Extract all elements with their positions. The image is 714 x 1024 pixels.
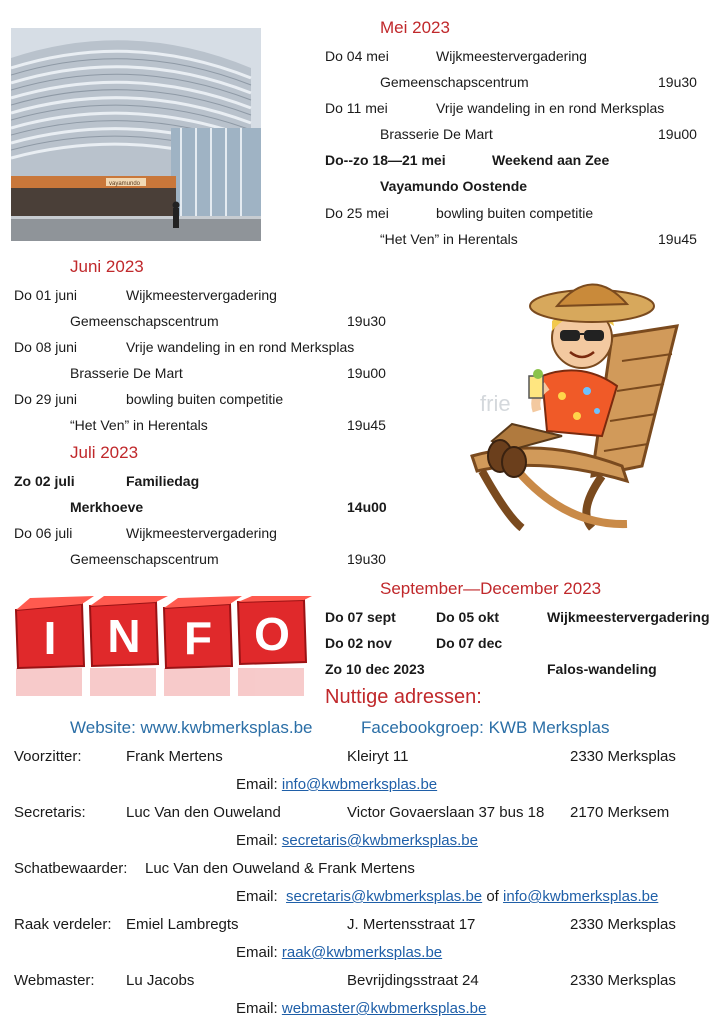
raak-street: J. Mertensstraat 17 <box>347 916 476 933</box>
july-row-2-time: 19u30 <box>347 551 386 567</box>
july-row-1-event: Familiedag <box>126 473 200 489</box>
webmaster-role: Webmaster: <box>14 972 95 989</box>
raak-city: 2330 Merksplas <box>570 916 676 933</box>
may-row-1-date: Do 04 mei <box>325 48 389 64</box>
webmaster-email-link[interactable]: webmaster@kwbmerksplas.be <box>281 1000 487 1017</box>
info-letter-f: F <box>183 612 213 664</box>
webmaster-street: Bevrijdingsstraat 24 <box>347 972 479 989</box>
may-row-1-event: Wijkmeestervergadering <box>436 48 587 64</box>
july-row-2-place: Gemeenschapscentrum <box>70 551 219 567</box>
june-row-2-date: Do 08 juni <box>14 339 78 355</box>
may-row-3-event: Weekend aan Zee <box>492 152 610 168</box>
july-row-1-time: 14u00 <box>347 499 387 515</box>
info-letter-o: O <box>254 608 290 660</box>
june-row-2-time: 19u00 <box>347 365 386 381</box>
may-row-1-place: Gemeenschapscentrum <box>380 74 529 90</box>
june-row-3-event: bowling buiten competitie <box>126 391 284 407</box>
autumn-title: September—December 2023 <box>380 579 602 598</box>
voorzitter-street: Kleiryt 11 <box>347 748 409 765</box>
autumn-row-1-event: Wijkmeestervergadering <box>547 609 710 625</box>
june-row-3-place: “Het Ven” in Herentals <box>70 417 208 433</box>
secretaris-city: 2170 Merksem <box>570 804 670 821</box>
may-title: Mei 2023 <box>380 18 450 37</box>
july-row-1-date: Zo 02 juli <box>14 473 75 489</box>
secretaris-role: Secretaris: <box>14 804 86 821</box>
building-photo <box>11 28 261 241</box>
june-title: Juni 2023 <box>70 257 144 276</box>
autumn-row-3-event: Falos-wandeling <box>547 661 657 677</box>
raak-name: Emiel Lambregts <box>126 916 239 933</box>
webmaster-name: Lu Jacobs <box>126 972 195 989</box>
raak-role: Raak verdeler: <box>14 916 112 933</box>
schatbewaarder-role: Schatbewaarder: <box>14 860 128 877</box>
raak-email-row <box>236 944 442 961</box>
secretaris-street: Victor Govaerslaan 37 bus 18 <box>347 804 545 821</box>
info-letter-i: I <box>43 612 57 664</box>
beach-chair-cartoon <box>452 266 692 536</box>
raak-email-link[interactable]: raak@kwbmerksplas.be <box>281 944 443 961</box>
voorzitter-name: Frank Mertens <box>126 748 223 765</box>
voorzitter-city: 2330 Merksplas <box>570 748 676 765</box>
may-row-2-event: Vrije wandeling in en rond Merksplas <box>436 100 665 116</box>
email-label: Email: <box>236 888 278 905</box>
secretaris-email-row <box>236 832 478 849</box>
autumn-row-1-date-a: Do 07 sept <box>325 609 396 625</box>
july-row-1-place: Merkhoeve <box>70 499 144 515</box>
july-row-2-event: Wijkmeestervergadering <box>126 525 277 541</box>
june-row-3-date: Do 29 juni <box>14 391 78 407</box>
voorzitter-role: Voorzitter: <box>14 748 82 765</box>
contacts-title: Nuttige adressen: <box>325 686 482 708</box>
may-row-2-time: 19u00 <box>658 126 697 142</box>
info-cubes <box>12 596 314 700</box>
may-row-1-time: 19u30 <box>658 74 697 90</box>
voorzitter-email-link[interactable]: info@kwbmerksplas.be <box>281 776 438 793</box>
may-row-4-event: bowling buiten competitie <box>436 205 594 221</box>
info-letter-n: N <box>107 610 141 662</box>
july-row-2-date: Do 06 juli <box>14 525 73 541</box>
may-row-2-place: Brasserie De Mart <box>380 126 493 142</box>
schatbewaarder-email-link-2[interactable]: info@kwbmerksplas.be <box>503 888 659 905</box>
autumn-row-3-date: Zo 10 dec 2023 <box>325 661 425 677</box>
june-row-1-event: Wijkmeestervergadering <box>126 287 277 303</box>
june-row-1-date: Do 01 juni <box>14 287 78 303</box>
may-row-3-place: Vayamundo Oostende <box>380 178 528 194</box>
email-label: Email: <box>236 832 278 849</box>
june-row-3-time: 19u45 <box>347 417 386 433</box>
or-label: of <box>486 888 499 905</box>
facebook-group-link[interactable]: Facebookgroep: KWB Merksplas <box>361 718 610 737</box>
schatbewaarder-email-row <box>236 888 658 905</box>
autumn-row-2-date-b: Do 07 dec <box>436 635 503 651</box>
email-label: Email: <box>236 776 278 793</box>
autumn-row-2-date-a: Do 02 nov <box>325 635 392 651</box>
secretaris-name: Luc Van den Ouweland <box>126 804 281 821</box>
may-row-4-place: “Het Ven” in Herentals <box>380 231 518 247</box>
secretaris-email-link[interactable]: secretaris@kwbmerksplas.be <box>281 832 478 849</box>
webmaster-city: 2330 Merksplas <box>570 972 676 989</box>
voorzitter-email-row <box>236 776 437 793</box>
cartoon-watermark: frie <box>480 391 511 416</box>
july-title: Juli 2023 <box>70 443 139 462</box>
may-row-2-date: Do 11 mei <box>325 100 388 116</box>
june-row-2-place: Brasserie De Mart <box>70 365 183 381</box>
may-row-3-date: Do--zo 18—21 mei <box>325 152 446 168</box>
webmaster-email-row <box>236 1000 486 1017</box>
email-label: Email: <box>236 944 278 961</box>
june-row-1-time: 19u30 <box>347 313 386 329</box>
june-row-2-event: Vrije wandeling in en rond Merksplas <box>126 339 355 355</box>
may-row-4-time: 19u45 <box>658 231 697 247</box>
autumn-row-1-date-b: Do 05 okt <box>436 609 500 625</box>
building-sign: vayamundo <box>109 181 141 187</box>
june-row-1-place: Gemeenschapscentrum <box>70 313 219 329</box>
may-row-4-date: Do 25 mei <box>325 205 389 221</box>
website-link[interactable]: Website: www.kwbmerksplas.be <box>70 718 313 737</box>
schatbewaarder-name: Luc Van den Ouweland & Frank Mertens <box>145 860 415 877</box>
email-label: Email: <box>236 1000 278 1017</box>
schatbewaarder-email-link-1[interactable]: secretaris@kwbmerksplas.be <box>286 888 483 905</box>
